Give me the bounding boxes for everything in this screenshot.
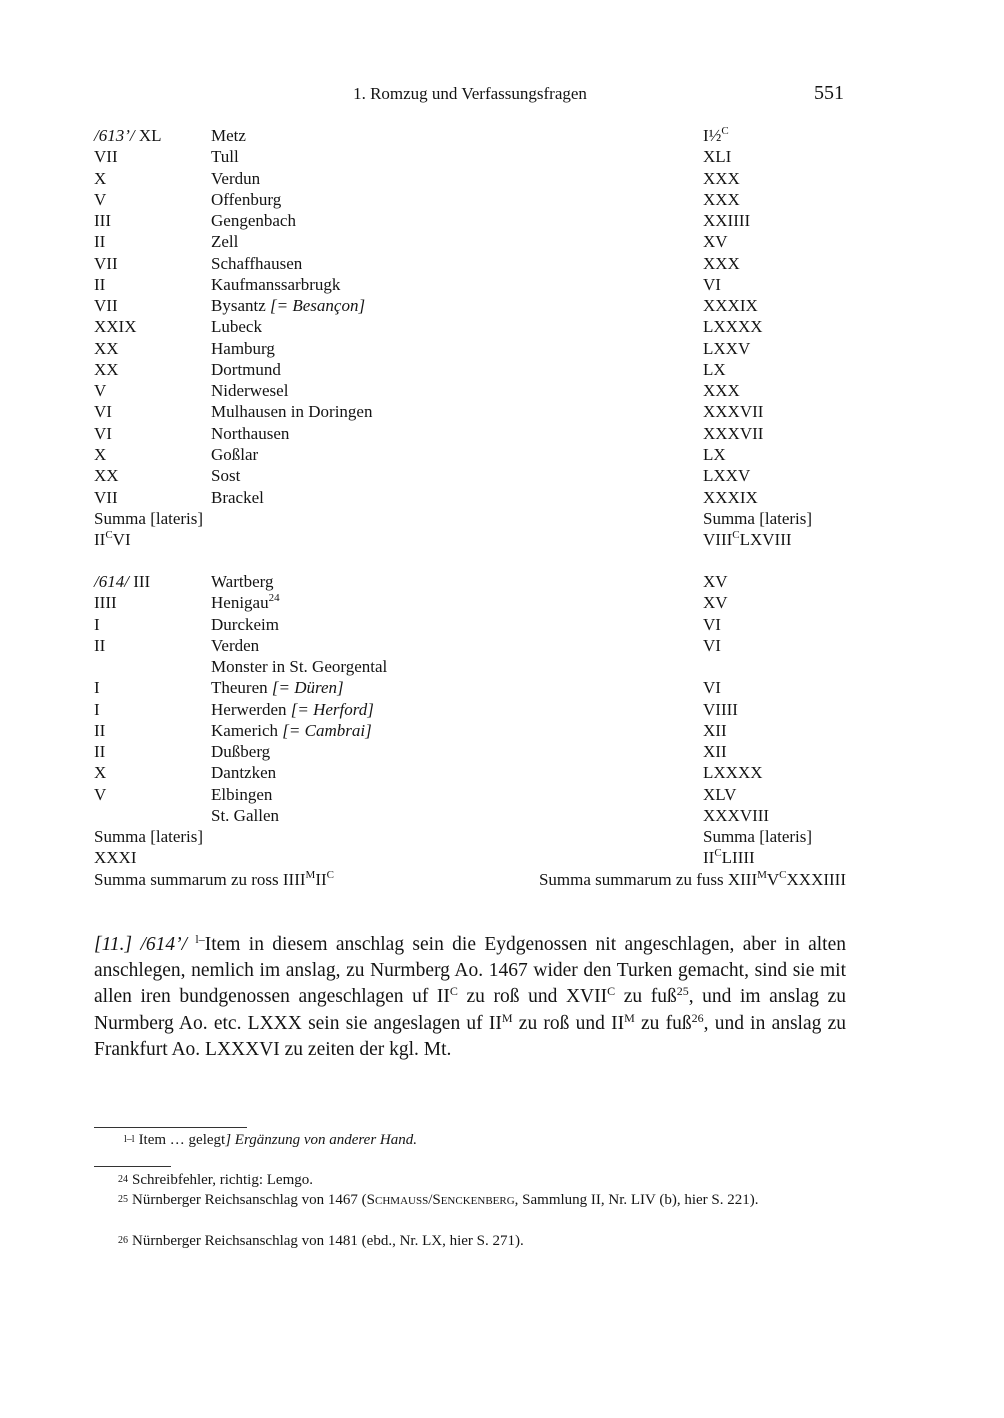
place-name: Wartberg [211,572,274,591]
foot-count: XV [703,232,728,252]
horse-count: I [94,699,100,719]
horse-count: VII [94,487,118,507]
grand-total-text: Summa summarum zu ross IIII [94,869,306,889]
foot-count: XXX [703,253,740,273]
foot-count: XII [703,742,727,762]
levy-foot-cell [703,741,727,762]
horse-count: XX [94,359,119,379]
place-cell [211,465,240,486]
footnote-mark: 24 [118,1174,128,1185]
place-cell [211,784,272,805]
place-name: Zell [211,232,239,252]
horse-count: I [94,678,100,698]
summa-lateris-right [703,508,812,529]
table-row [94,487,846,508]
footnote-rule-2 [94,1166,171,1167]
table-row [94,677,846,698]
levy-horse-cell [94,571,150,592]
place-name: Dortmund [211,359,281,379]
footnote-26 [94,1231,870,1251]
table-row [94,168,846,189]
place-name: Sost [211,466,241,486]
table-row [94,529,846,550]
note-mark: l–l [124,1134,135,1145]
footnote-text: Nürnberger Reichsanschlag von 1481 (ebd., Nr. LX, hier S. 271). [132,1233,524,1249]
table-row [94,253,846,274]
horse-count: II [94,274,106,294]
levy-foot-cell [703,487,758,508]
levy-foot-cell [703,423,763,444]
levy-foot-cell [703,401,763,422]
superscript: M [501,1010,513,1025]
place-cell [211,805,279,826]
levy-horse-cell [94,125,162,146]
foot-count: XV [703,572,728,591]
horse-count: XX [94,338,119,358]
horse-count: II [94,232,106,252]
numeral: V [766,869,780,889]
summa-label: Summa [lateris] [94,827,204,847]
foot-count: VI [703,635,721,655]
table-row [94,125,846,146]
levy-horse-cell [94,359,119,380]
footnote-ref: 24 [268,592,280,605]
levy-foot-cell [703,231,728,252]
place-cell [211,253,302,274]
table-row [94,146,846,167]
table-row [94,805,846,826]
superscript: C [607,984,616,999]
foot-count: VI [703,678,721,698]
table-row [94,741,846,762]
levy-horse-cell [94,635,105,656]
levy-horse-cell [94,231,105,252]
foot-count: LXXXX [703,763,763,783]
foot-count: LXXV [703,338,751,358]
folio-ref: /614/ [94,572,129,591]
table-row [94,869,846,890]
table-row [94,338,846,359]
place-cell [211,614,279,635]
summa-label: Summa [lateris] [703,508,813,528]
horse-count: I [94,614,100,634]
paragraph-text: zu fuß [615,986,677,1008]
running-header [94,82,846,106]
place-name: Offenburg [211,189,282,209]
total-value [703,848,755,867]
place-name: Northausen [211,423,290,443]
total-value: XXXI [94,848,137,868]
foot-count: LXXXX [703,317,763,337]
levy-horse-cell [94,614,100,635]
place-cell [211,635,259,656]
grand-total-horse [94,869,334,890]
paragraph-text: zu roß und II [512,1012,625,1034]
place-name: Herwerden [211,699,287,719]
numeral: II [315,869,327,889]
page-total-horse [94,847,137,868]
place-name: Hamburg [211,338,275,358]
table-row [94,699,846,720]
place-name: Verden [211,635,260,655]
levy-horse-cell [94,677,100,698]
place-name: Tull [211,147,239,167]
horse-count: II [94,635,106,655]
place-cell [211,699,374,720]
note-text: ] Ergänzung von anderer Hand. [225,1132,417,1148]
body-paragraph [94,932,846,1063]
place-name: Kamerich [211,720,279,740]
horse-count: XL [138,126,162,145]
numeral: LIIII [721,848,755,868]
horse-count: VII [94,253,118,273]
levy-horse-cell [94,699,100,720]
paragraph-text: , und in anslag zu Frankfurt Ao. LXXXVI zu zeiten der kgl. Mt. [94,1012,847,1060]
horse-count: III [94,211,111,231]
levy-horse-cell [94,720,105,741]
horse-count: VI [94,402,112,422]
editor-annotation: [= Cambrai] [282,720,372,740]
table-row [94,847,846,868]
horse-count: II [94,742,106,762]
place-cell [211,274,340,295]
summa-label: Summa [lateris] [703,827,813,847]
numeral: VIII [703,530,733,550]
table-row [94,274,846,295]
foot-count: VI [703,274,721,294]
levy-foot-cell [703,295,758,316]
table-row [94,189,846,210]
place-name: Elbingen [211,784,273,804]
levy-horse-cell [94,487,118,508]
foot-count: XII [703,720,727,740]
place-name: Durckeim [211,614,279,634]
footnote-mark: 25 [118,1194,128,1205]
place-name: Gengenbach [211,211,296,231]
place-cell [211,125,246,146]
place-cell [211,295,365,316]
note-lemma: Item … gelegt [138,1132,226,1148]
place-name: Theuren [211,678,268,698]
paragraph-text: , und im anslag zu Nurmberg Ao. etc. LXXX sein sie angeslagen uf II [94,986,846,1034]
place-cell [211,592,280,613]
place-name: Verdun [211,168,261,188]
table-row [94,465,846,486]
levy-foot-cell [703,465,750,486]
page-number: 551 [814,82,844,104]
table-row [94,826,846,847]
place-cell [211,423,289,444]
levy-horse-cell [94,274,105,295]
levy-horse-cell [94,592,117,613]
summa-lateris-left [94,826,203,847]
table-row [94,571,846,592]
foot-count: XXXVII [703,423,764,443]
horse-count: X [94,168,107,188]
table-row [94,784,846,805]
foot-count: LXXV [703,466,751,486]
horse-count: VI [94,423,112,443]
place-cell [211,762,276,783]
table-row [94,316,846,337]
table-row [94,295,846,316]
levy-horse-cell [94,295,118,316]
foot-count: LX [703,359,726,379]
levy-horse-cell [94,741,105,762]
levy-foot-cell [703,677,721,698]
foot-count: XXXIX [703,487,758,507]
superscript: M [624,1010,635,1025]
page-total-foot [703,529,792,550]
numeral: II [94,530,106,550]
foot-count: XXX [703,381,740,401]
table-row [94,656,846,677]
levy-foot-cell [703,571,728,592]
place-name: Metz [211,126,246,145]
levy-foot-cell [703,635,721,656]
place-cell [211,316,262,337]
levy-foot-cell [703,805,769,826]
horse-count: V [94,189,107,209]
grand-total-text: Summa summarum zu fuss XIII [538,869,758,889]
assessment-table-1 [94,125,846,550]
page-total-horse [94,529,131,550]
place-cell [211,656,387,677]
table-row [94,614,846,635]
running-title: 1. Romzug und Verfassungsfragen [353,84,587,103]
horse-count: III [133,572,151,591]
paragraph-text: Item in diesem anschlag sein die Eydgenossen nit angeschlagen, aber in alten anschlegen, nemlich im anslag, zu Nurmberg Ao. 1467 wider den Turken gemacht, sind sie mit allen iren bundgenossen angeschlagen uf II [94,934,847,1008]
place-name: Goßlar [211,444,259,464]
table-row [94,231,846,252]
levy-horse-cell [94,146,118,167]
table-row [94,444,846,465]
superscript: C [449,984,458,999]
levy-foot-cell [703,168,740,189]
horse-count: X [94,444,107,464]
place-name: Dußberg [211,742,271,762]
text-note [94,1130,876,1150]
place-cell [211,401,372,422]
table-row [94,210,846,231]
levy-horse-cell [94,465,119,486]
levy-foot-cell [703,592,728,613]
editor-annotation: [= Herford] [290,699,374,719]
summa-label: Summa [lateris] [94,508,204,528]
paragraph-ref: [11.] /614’/ [94,934,188,955]
foot-count: XXXIX [703,296,758,316]
table-row [94,508,846,529]
foot-count: I½ [703,126,722,145]
levy-foot-cell [703,338,750,359]
table-row [94,720,846,741]
place-name: Brackel [211,487,264,507]
footnote-24 [94,1170,870,1190]
total-value [703,530,792,549]
horse-count: XX [94,466,119,486]
place-cell [211,189,281,210]
horse-count: XXIX [94,317,137,337]
horse-count: II [94,720,106,740]
place-cell [211,720,372,741]
place-cell [211,380,288,401]
levy-foot-cell [703,253,740,274]
horse-count: IIII [94,593,117,613]
paragraph-text: zu fuß [634,1012,692,1034]
numeral: II [703,848,715,868]
summa-lateris-left [94,508,203,529]
levy-horse-cell [94,189,106,210]
place-cell [211,168,260,189]
place-cell [211,210,296,231]
levy-horse-cell [94,168,106,189]
superscript: C [714,847,722,860]
foot-count: XXX [703,168,740,188]
footnote-text: Schreibfehler, richtig: Lemgo. [132,1172,314,1188]
grand-total-foot [539,869,846,890]
levy-foot-cell [703,125,729,146]
footnote-text: Nürnberger Reichsanschlag von 1467 ( [132,1192,367,1208]
place-name: Mulhausen in Doringen [211,402,373,422]
paragraph-text: zu roß und XVII [457,986,608,1008]
superscript: C [732,529,740,542]
levy-horse-cell [94,316,137,337]
place-name: Lubeck [211,317,262,337]
place-name: Niderwesel [211,381,289,401]
levy-foot-cell [703,359,726,380]
footnote-ref: 25 [676,984,689,999]
place-cell [211,146,239,167]
levy-foot-cell [703,699,738,720]
levy-foot-cell [703,784,736,805]
footnote-ref: 26 [691,1010,704,1025]
superscript: C [326,868,334,881]
numeral: XXXIIII [786,869,846,889]
place-name: Schaffhausen [211,253,303,273]
numeral: VI [112,530,131,550]
levy-foot-cell [703,762,763,783]
editor-annotation: [= Besançon] [270,296,366,316]
place-name: St. Gallen [211,805,279,825]
levy-foot-cell [703,210,750,231]
place-cell [211,741,270,762]
levy-horse-cell [94,423,112,444]
place-cell [211,487,264,508]
place-name: Kaufmanssarbrugk [211,274,341,294]
text-mark: l– [195,932,205,946]
footnote-25 [94,1190,846,1210]
levy-horse-cell [94,253,118,274]
superscript: C [779,868,787,881]
total-value [94,530,131,549]
place-name: Henigau [211,593,269,613]
table-row [94,401,846,422]
superscript: C [721,125,729,137]
table-row [94,423,846,444]
levy-horse-cell [94,784,106,805]
editor-annotation: [= Düren] [271,678,344,698]
superscript: M [757,868,767,881]
foot-count: XXXVIII [703,805,770,825]
levy-foot-cell [703,316,763,337]
numeral: LXVIII [739,530,792,550]
table-row [94,380,846,401]
table-row [94,635,846,656]
place-cell [211,444,258,465]
table-row [94,762,846,783]
levy-horse-cell [94,444,106,465]
horse-count: X [94,763,107,783]
foot-count: XXIIII [703,211,751,231]
place-name: Bysantz [211,296,266,316]
foot-count: XLV [703,784,737,804]
footnote-rule [94,1127,247,1128]
horse-count: V [94,381,107,401]
horse-count: VII [94,147,118,167]
levy-horse-cell [94,338,119,359]
foot-count: VIIII [703,699,738,719]
footnote-mark: 26 [118,1235,128,1246]
place-cell [211,338,275,359]
place-name: Monster in St. Georgental [211,657,388,677]
place-cell [211,231,238,252]
table-row [94,359,846,380]
levy-foot-cell [703,274,721,295]
superscript: C [105,529,113,542]
foot-count: XLI [703,147,732,167]
foot-count: XXXVII [703,402,764,422]
horse-count: VII [94,296,118,316]
levy-horse-cell [94,401,112,422]
levy-foot-cell [703,146,731,167]
superscript: M [305,868,316,881]
horse-count: V [94,784,107,804]
foot-count: XXX [703,189,740,209]
levy-foot-cell [703,720,727,741]
place-cell [211,571,274,592]
footnote-text: , Sammlung II, Nr. LIV (b), hier S. 221). [514,1192,759,1208]
foot-count: VI [703,614,721,634]
folio-ref: /613’/ [94,126,135,145]
foot-count: XV [703,593,728,613]
levy-foot-cell [703,380,740,401]
table-row [94,592,846,613]
levy-horse-cell [94,380,106,401]
page-total-foot [703,847,755,868]
levy-horse-cell [94,762,106,783]
assessment-table-2 [94,571,846,890]
place-cell [211,677,344,698]
author-names: Schmauss/Senckenberg [366,1192,515,1208]
levy-foot-cell [703,189,740,210]
foot-count: LX [703,444,726,464]
levy-foot-cell [703,614,721,635]
summa-lateris-right [703,826,812,847]
place-name: Dantzken [211,763,277,783]
levy-foot-cell [703,444,726,465]
levy-horse-cell [94,210,111,231]
place-cell [211,359,281,380]
